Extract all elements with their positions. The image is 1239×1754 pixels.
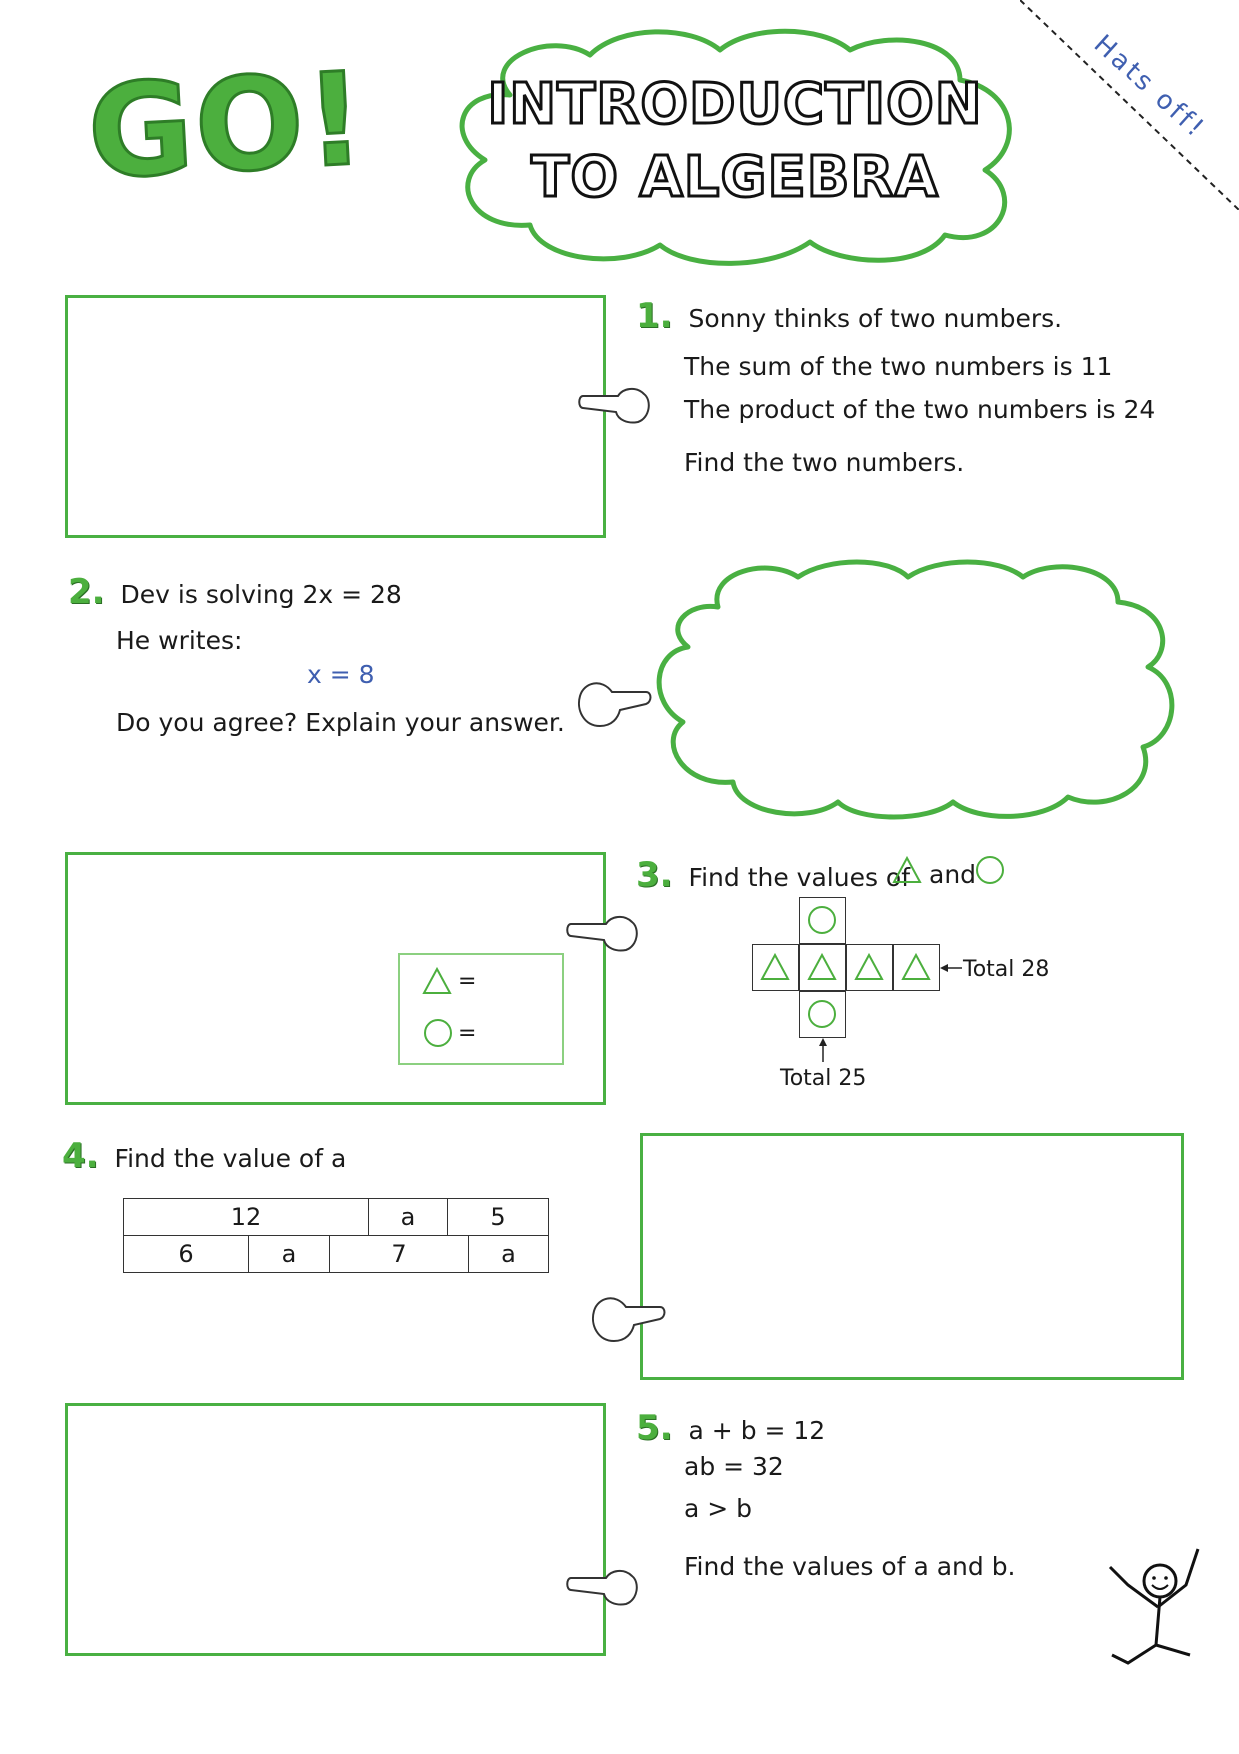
q2-line-1: 2. Dev is solving 2x = 28 xyxy=(68,572,402,612)
arrow-up-icon xyxy=(817,1038,829,1062)
q2-thought-cloud-answer[interactable] xyxy=(648,552,1184,824)
q3-line-1: 3. Find the values of xyxy=(636,855,911,895)
q2-working: x = 8 xyxy=(307,660,375,689)
triangle-icon xyxy=(422,967,452,995)
stick-figure-icon xyxy=(1098,1545,1208,1685)
q4-number: 4. xyxy=(62,1136,99,1176)
q3-total-row: Total 28 xyxy=(963,957,1050,982)
q5-line-4: Find the values of a and b. xyxy=(684,1552,1016,1581)
q3-and-text: and xyxy=(929,860,977,889)
q5-line-3: a > b xyxy=(684,1494,753,1523)
triangle-equals: = xyxy=(458,969,477,994)
circle-icon xyxy=(422,1017,454,1049)
pointing-hand-icon xyxy=(566,1560,642,1610)
triangle-icon xyxy=(892,856,922,884)
pointing-hand-icon xyxy=(572,670,652,732)
q1-answer-box[interactable] xyxy=(65,295,606,538)
q1-line-1: 1. Sonny thinks of two numbers. xyxy=(636,296,1063,336)
bar-cell: a xyxy=(468,1235,549,1273)
title-cloud xyxy=(440,20,1030,270)
circle-icon xyxy=(974,854,1006,886)
pointing-hand-icon xyxy=(586,1285,666,1347)
q5-answer-box[interactable] xyxy=(65,1403,606,1656)
circle-equals: = xyxy=(458,1021,477,1046)
arrow-left-icon xyxy=(940,962,964,974)
bar-cell: a xyxy=(368,1198,448,1236)
q5-line-2: ab = 32 xyxy=(684,1452,784,1481)
q3-answer-panel xyxy=(398,953,564,1065)
hats-off-label: Hats off! xyxy=(1087,29,1212,145)
q1-line-3: The product of the two numbers is 24 xyxy=(684,395,1156,424)
q2-line-2: He writes: xyxy=(116,626,243,655)
q2-number: 2. xyxy=(68,572,105,612)
title-line-2: TO ALGEBRA xyxy=(531,145,939,210)
go-heading: GO! xyxy=(84,44,370,209)
q4-line-1: 4. Find the value of a xyxy=(62,1136,347,1176)
title-line-1: INTRODUCTION xyxy=(487,72,983,137)
q2-line-3: Do you agree? Explain your answer. xyxy=(116,708,565,737)
bar-cell: 5 xyxy=(447,1198,549,1236)
q5-number: 5. xyxy=(636,1408,673,1448)
bar-cell: 7 xyxy=(329,1235,469,1273)
bar-cell: a xyxy=(248,1235,330,1273)
q3-total-column: Total 25 xyxy=(780,1066,867,1091)
q5-line-1: 5. a + b = 12 xyxy=(636,1408,826,1448)
bar-cell: 6 xyxy=(123,1235,249,1273)
bar-cell: 12 xyxy=(123,1198,369,1236)
q1-line-2: The sum of the two numbers is 11 xyxy=(684,352,1113,381)
pointing-hand-icon xyxy=(578,378,654,428)
q1-number: 1. xyxy=(636,296,673,336)
corner-dashed-line xyxy=(1020,0,1239,210)
q3-number: 3. xyxy=(636,855,673,895)
pointing-hand-icon xyxy=(566,906,642,956)
q1-line-4: Find the two numbers. xyxy=(684,448,965,477)
q4-answer-box[interactable] xyxy=(640,1133,1184,1380)
